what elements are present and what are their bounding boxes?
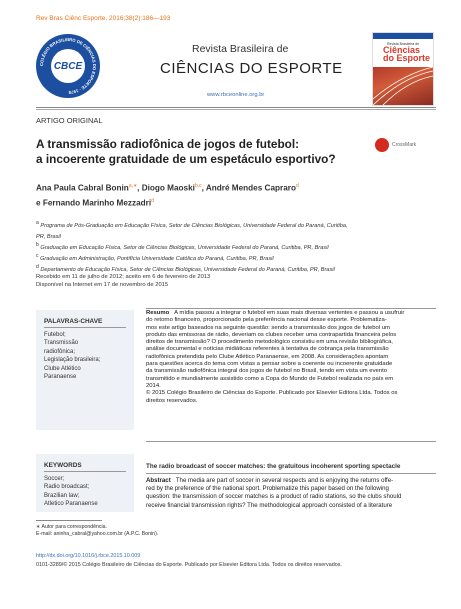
keyword-item: Soccer;	[44, 476, 65, 482]
author-affil-link[interactable]: d	[295, 183, 299, 189]
keyword-item: Atletico Paranaense	[44, 501, 98, 508]
affiliation-item: $^c$ Graduação em Administração, Pontifícia Universidade Católica do Paraná, Curitiba, PR, Brasil	[36, 253, 274, 263]
crossmark-button[interactable]	[375, 138, 416, 152]
journal-reference: Rev Bras Ciênc Esporte. 2016;38(2):186—193	[36, 15, 171, 22]
cbce-logo	[36, 34, 100, 98]
crossmark-label: CrossMark	[392, 142, 417, 148]
logo-ring-icon	[36, 34, 100, 98]
author-affil-link[interactable]: d	[151, 197, 154, 204]
keywords-pt-box	[36, 310, 134, 430]
journal-name-line1: Revista Brasileira de	[192, 43, 289, 55]
abstract-en-title: The radio broadcast of soccer matches: the gratuitous incoherent sporting spectacle	[146, 463, 401, 470]
keyword-item: Radio broadcast;	[44, 484, 90, 491]
keyword-item: Legislação brasileira;	[44, 357, 101, 364]
keywords-en-list	[44, 475, 98, 509]
keywords-pt-title: PALAVRAS-CHAVE	[44, 318, 103, 325]
affiliation-item: $^d$ Departamento de Educação Física, Setor de Ciências Biológicas, Universidade Federal do Paraná, Curitiba, PR, Brasil	[36, 264, 335, 274]
article-dates: Recebido em 11 de julho de 2012; aceito em 6 de fevereiro de 2013 Disponível na Internet em 17 de novembro de 2015	[36, 274, 211, 289]
affiliations	[36, 219, 348, 274]
keyword-item: Futebol;	[44, 332, 66, 338]
affiliation-item: $^a$ Programa de Pós-Graduação em Educação Física, Setor de Ciências Biológicas, Universidade Federal do Paraná, Curitiba,	[36, 220, 348, 229]
header-divider	[36, 107, 436, 108]
section-label: ARTIGO ORIGINAL	[36, 116, 103, 125]
track-lines-icon	[373, 67, 433, 105]
logo-text: CBCE	[53, 60, 83, 72]
correspondence-email[interactable]: E-mail: aninha_cabral@yahoo.com.br (A.P.C. Bonin).	[36, 531, 159, 538]
keywords-pt-list	[44, 331, 100, 381]
keyword-item: Paranaense	[44, 374, 77, 381]
keywords-en-title: KEYWORDS	[44, 462, 82, 469]
affiliation-item: PR, Brasil	[36, 233, 61, 240]
header-divider-thin	[36, 109, 436, 110]
keyword-item: Clube Atlético	[44, 365, 81, 372]
copyright-notice: 0101-3289/© 2015 Colégio Brasileiro de Ciências do Esporte. Publicado por Elsevier Editora Ltda. Todos os direitos reservados.	[36, 562, 342, 568]
journal-cover-image	[372, 32, 434, 106]
cover-subtitle: Revista Brasileira de	[387, 42, 420, 46]
keywords-en-box	[36, 454, 134, 512]
keyword-item: Transmissão	[44, 340, 79, 347]
crossmark-icon	[375, 138, 389, 152]
doi-link[interactable]: http://dx.doi.org/10.1016/j.rbce.2015.10.009	[36, 553, 141, 559]
keyword-item: Brazilian law;	[44, 492, 80, 499]
author-affil-link[interactable]: b,c	[194, 183, 202, 189]
author-affil-link[interactable]: a,∗	[128, 183, 138, 189]
affiliation-item: $^b$ Graduação em Educação Física, Setor de Ciências Biológicas, Universidade Federal do Paraná, Curitiba, PR, Brasil	[36, 242, 329, 251]
svg-text:COLÉGIO BRASILEIRO DE CIÊNCIAS: COLÉGIO BRASILEIRO DE CIÊNCIAS DO ESPORTE · 1978	[38, 36, 98, 96]
cover-title: Ciências do Esporte	[383, 45, 431, 63]
author-list: Ana Paula Cabral Bonin$^{a,∗}$, Diogo Maoski$^{b,c}$, André Mendes Capraro$^d$ e Fernando Marinho Mezzadri$^d$	[36, 183, 299, 208]
abstract-pt: Resumo A mídia passou a integrar o futebol em suas mais diversas vertentes e passou a usufruir do retorno financeiro, proporcionado pela preferência nacional desse esporte. Problematiza- mos este artigo baseados na seguinte questão: sendo a transmissão dos jogos de futebol um produto das emissoras de rádio, deveriam os clubes receber uma contrapartida financeira pelos direitos de transmissão? O procedimento metodológico consistiu em uma revisão bibliográfica, análise documental e notícias midiáticas referentes à tentativa de cobrança pela transmissão radiofônica pretendida pelo Clube Atlético Paranaense, em 2008. As considerações apontam para questões acerca do tema com vistas a pensar sobre a coerente ou incoerente gratuidade da transmissão radiofônica integral dos jogos de futebol no Brasil, tendo em vista um evento transmitido e mundialmente assistido como a Copa do Mundo de Futebol realizada no país em 2014. © 2015 Colégio Brasileiro de Ciências do Esporte. Publicado por Elsevier Editora Ltda. Todos os direitos reservados.	[146, 310, 405, 404]
footnote: ∗ Autor para correspondência. E-mail: aninha_cabral@yahoo.com.br (A.P.C. Bonin).	[36, 524, 159, 538]
article-title: A transmissão radiofônica de jogos de futebol: a incoerente gratuidade de um espetáculo esportivo?	[36, 137, 336, 166]
journal-name-line2: CIÊNCIAS DO ESPORTE	[160, 60, 343, 77]
footnote-divider	[36, 520, 102, 521]
keyword-item: radiofônica;	[44, 348, 76, 355]
journal-url-link[interactable]: www.rbceonline.org.br	[207, 92, 265, 98]
abstract-en: Abstract The media are part of soccer in several respects and is enjoying the returns offe- red by the preference of the national sport. Problematize this paper based on the following question: the transmission of soccer matches is a product of radio stations, so the clubs should receive financial transmission rights? The methodological approach consisted of a literature	[146, 477, 402, 509]
